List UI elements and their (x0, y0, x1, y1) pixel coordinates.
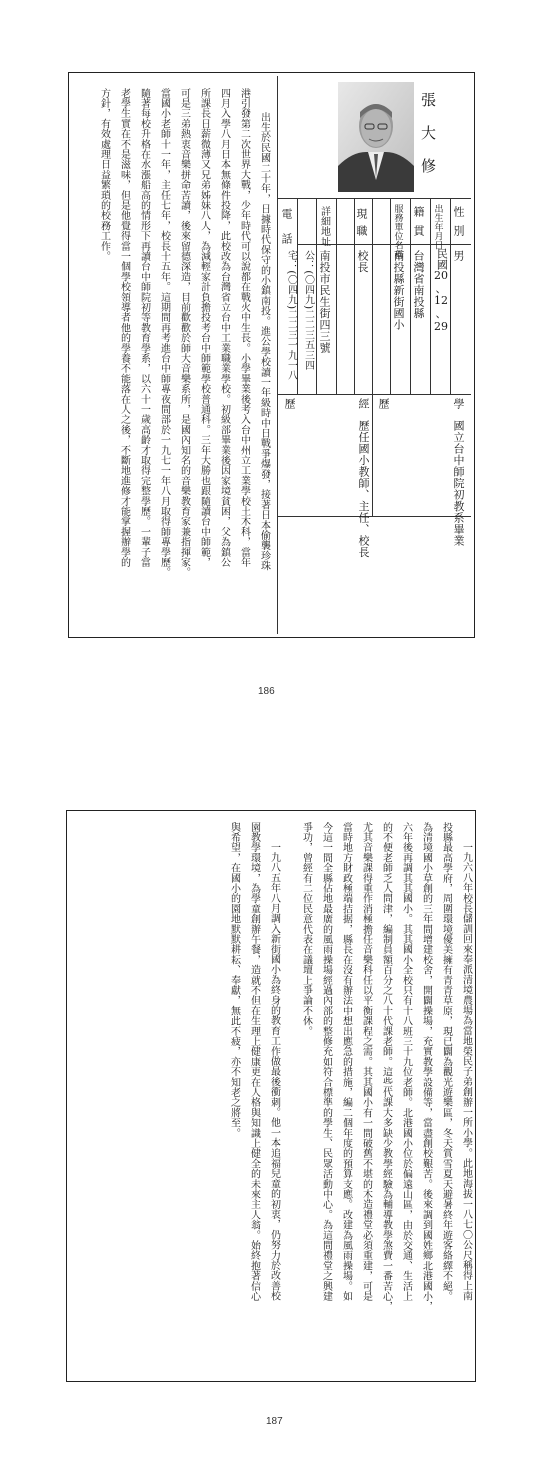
label-birth-text: 出生年月日 (432, 204, 443, 250)
p2-line-9: 爭功，曾經有二位民意代表在議壇上爭論不休。 (300, 822, 312, 1037)
bio-line-2: 港引發第二次世界大戰，少年時代可以說都在戰火中生長。小學畢業後考入台中州立工業學校土木科，當年 (238, 88, 250, 568)
value-phone-home: 宅：(〇四九)二二三一九一八 (285, 250, 297, 381)
page-number-187: 187 (266, 1416, 283, 1427)
col-line-7 (336, 198, 337, 394)
label-experience-1: 經 (357, 398, 370, 410)
p2-line-7: 當時地方財政極端拮据，縣長在沒有辦法中想出應急的措施，編二個年度的預算支應。改建為風雨操場。如 (340, 822, 352, 1302)
bio-line-1: 出生於民國二十年，日據時代保守的小鎮南投。進公學校讀一年級時中日戰爭爆發，接著日本偷襲珍珠 (258, 112, 270, 571)
bio-line-9: 方針，有效處理日益繁瑣的校務工作。 (98, 88, 110, 262)
value-education: 國立台中師院初教系畢業 (452, 420, 465, 547)
col-line-3 (410, 198, 411, 394)
p2-line-6: 尤其音樂課得重作消極擔任音樂科任以平衡課程之需。其其國小有一間破舊不堪的木造禮堂必須重建，可是 (360, 822, 372, 1302)
bio-line-6: 當國小老師十一年，主任七年，校長十五年。這期間再考進台中師專夜間部於一九七一年八月取得師專學歷。 (158, 88, 170, 578)
person-name: 張大修 (419, 92, 437, 191)
col-line-2 (430, 198, 431, 394)
label-phone: 電話 (280, 208, 293, 258)
label-education-1: 學 (452, 398, 465, 410)
value-experience: 歷任國小教師、主任、校長 (357, 420, 370, 558)
label-birth (432, 204, 441, 250)
p2-line-3: 為清境國小草創的三年間增建校舍，開闢操場，充實教學設備等，當盡創校艱苦。後來調到國姓鄉北港國小， (420, 822, 432, 1312)
label-experience-2: 歷 (283, 398, 296, 410)
col-line-5 (372, 198, 373, 394)
p2-line-1: 一九六八年校長儲訓回來奉派清境農場為當地榮民子弟創辦一所小學。此地海拔一八七〇公尺稱得上南 (460, 842, 472, 1301)
col-line-1 (450, 198, 451, 394)
bio-line-7: 隨著每校升格在水漲船高的情形下再讀台中師院初等教育學系，以六十一歲高齡才取得完整學歷。一輩子當 (138, 88, 150, 568)
value-gender: 男 (452, 250, 465, 262)
label-work-unit: 服務單位名稱 (392, 204, 403, 260)
profile-row-divider-top (277, 198, 471, 199)
value-address: 南投市民生街四三號 (318, 250, 331, 354)
value-phone-office: 公：(〇四九)二二三五三四 (302, 250, 314, 371)
label-title: 現職 (355, 208, 368, 242)
value-native: 台灣省南投縣 (412, 250, 425, 319)
col-line-4 (390, 198, 391, 394)
label-address: 詳細地址 (318, 206, 330, 247)
label-education-end (378, 398, 389, 410)
birth-month: 12 (434, 294, 448, 308)
p2-line-2: 投縣最高學府，周圍環境優美擁有青青草原，現已闢為觀光遊樂區，冬天賞雪夏天避暑終年遊客絡繹不絕。 (440, 822, 452, 1302)
birth-day: 29 (434, 319, 448, 333)
col-line-edu (372, 394, 373, 516)
profile-table-left-border (277, 76, 278, 634)
birth-era: 民國 (435, 248, 449, 270)
birth-sep-2: 、 (435, 306, 447, 320)
col-line-8 (316, 198, 317, 394)
portrait-photo (338, 82, 414, 192)
profile-row-divider-bottom (277, 516, 471, 517)
bio-line-5: 可是三弟熱衷音樂拼命苦讀，後來留德深造，目前歡歡於師大音樂系所，是國內知名的音樂教育家兼指揮家。 (178, 88, 190, 578)
bio-line-8: 老學生實在不是滋味，但是他覺得當一個學校領導者他的學養不能落在人之後，不斷地進修才能掌握辦學的 (118, 88, 130, 568)
profile-row-divider-education (277, 394, 471, 395)
p2-line-10: 一九八五年八月調入新街國小為終身的教育工作做最後衝刺。他一本追福兒童的初衷，仍努力於改善校 (268, 842, 280, 1301)
p2-line-5: 的不便老師乏人問津，編制員額百分之八十代課老師。這些代課大多缺少教學經驗為輔導教學煞費一番苦心， (380, 822, 392, 1312)
label-gender: 性別 (452, 206, 465, 244)
label-education (453, 398, 464, 410)
label-education-2: 歷 (377, 398, 390, 410)
bio-line-3: 四月入學八月日本無條件投降，此校改為台灣省立台中工業職業學校。初級部畢業後因家境貧困，父為鎮公 (218, 88, 230, 568)
birth-sep-1: 、 (435, 281, 447, 295)
value-work-unit: 南投縣新街國小 (392, 250, 405, 331)
bio-line-4: 所課長日薪微薄又兄弟姊妹八人，為減輕家計負擔投考台中師範學校普通科。三年大勝也跟隨讀台中師範， (198, 88, 210, 568)
col-line-9 (297, 198, 298, 394)
label-experience-end (284, 398, 295, 410)
p2-line-8: 今這一間全縣佔地最廣的風雨操場經過內部的整修充如符合標準的學生、民眾活動中心。為這間禮堂之興建 (320, 822, 332, 1302)
p2-line-12: 與希望，在國小的園地默默耕耘、奉獻，無此不疲，亦不知老之將至。 (228, 822, 240, 1139)
label-native: 籍貫 (412, 206, 425, 244)
page-number-186: 186 (258, 686, 275, 697)
birth-year: 20 (434, 269, 448, 282)
p2-line-4: 六年後再調其其國小。其其國小全校只有十八班三十九位老師。北港國小位於偏遠山區，由於交通、生活上 (400, 822, 412, 1302)
label-experience (358, 398, 369, 410)
value-title: 校長 (356, 250, 369, 273)
p2-line-11: 園教學環境，為學童創辦午餐，造就不但在生理上健康更在人格與知識上健全的未來主人翁。始終抱著信心 (248, 822, 260, 1302)
value-birth (432, 248, 450, 333)
